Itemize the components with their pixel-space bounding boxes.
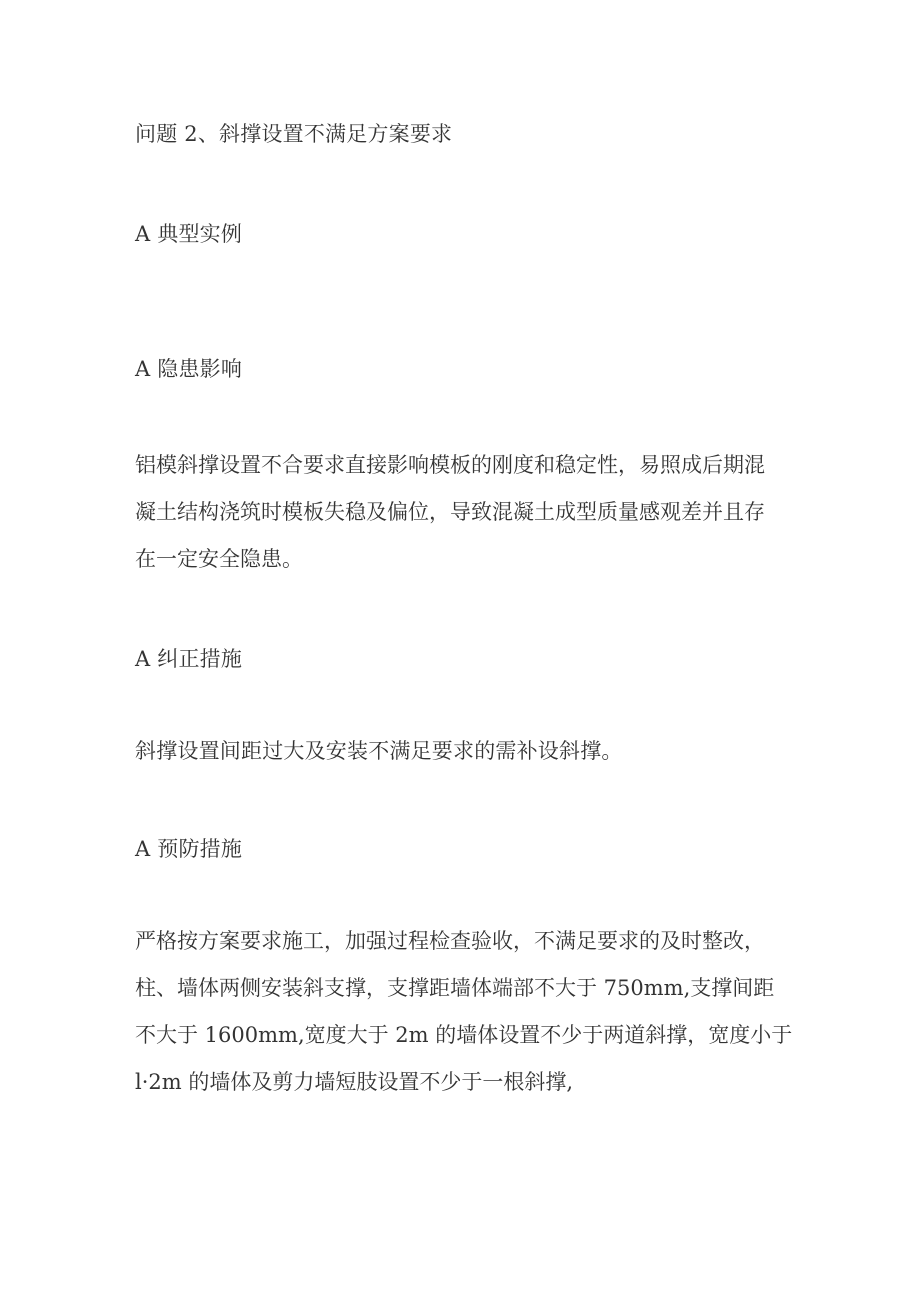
paragraph-line: 不大于 1600mm,宽度大于 2m 的墙体设置不少于两道斜撑，宽度小于 xyxy=(135,1023,793,1047)
paragraph-line: 铝模斜撑设置不合要求直接影响模板的刚度和稳定性，易照成后期混 xyxy=(135,453,765,477)
paragraph-line: 在一定安全隐患。 xyxy=(135,547,303,571)
section-heading-correction: A 纠正措施 xyxy=(135,647,243,671)
paragraph-line: 凝土结构浇筑时模板失稳及偏位，导致混凝土成型质量感观差并且存 xyxy=(135,500,765,524)
paragraph-line: 严格按方案要求施工，加强过程检查验收，不满足要求的及时整改， xyxy=(135,929,765,953)
section-heading-hazard: A 隐患影响 xyxy=(135,357,243,381)
section-heading-prevention: A 预防措施 xyxy=(135,837,243,861)
prevention-paragraph xyxy=(135,918,795,1106)
section-heading-example: A 典型实例 xyxy=(135,222,243,246)
paragraph-line: 柱、墙体两侧安装斜支撑，支撑距墙体端部不大于 750mm,支撑间距 xyxy=(135,976,775,1000)
correction-paragraph: 斜撑设置间距过大及安装不满足要求的需补设斜撑。 xyxy=(135,739,623,763)
paragraph-line: l·2m 的墙体及剪力墙短肢设置不少于一根斜撑, xyxy=(135,1070,574,1094)
hazard-paragraph xyxy=(135,442,795,583)
document-title: 问题 2、斜撑设置不满足方案要求 xyxy=(135,122,453,146)
